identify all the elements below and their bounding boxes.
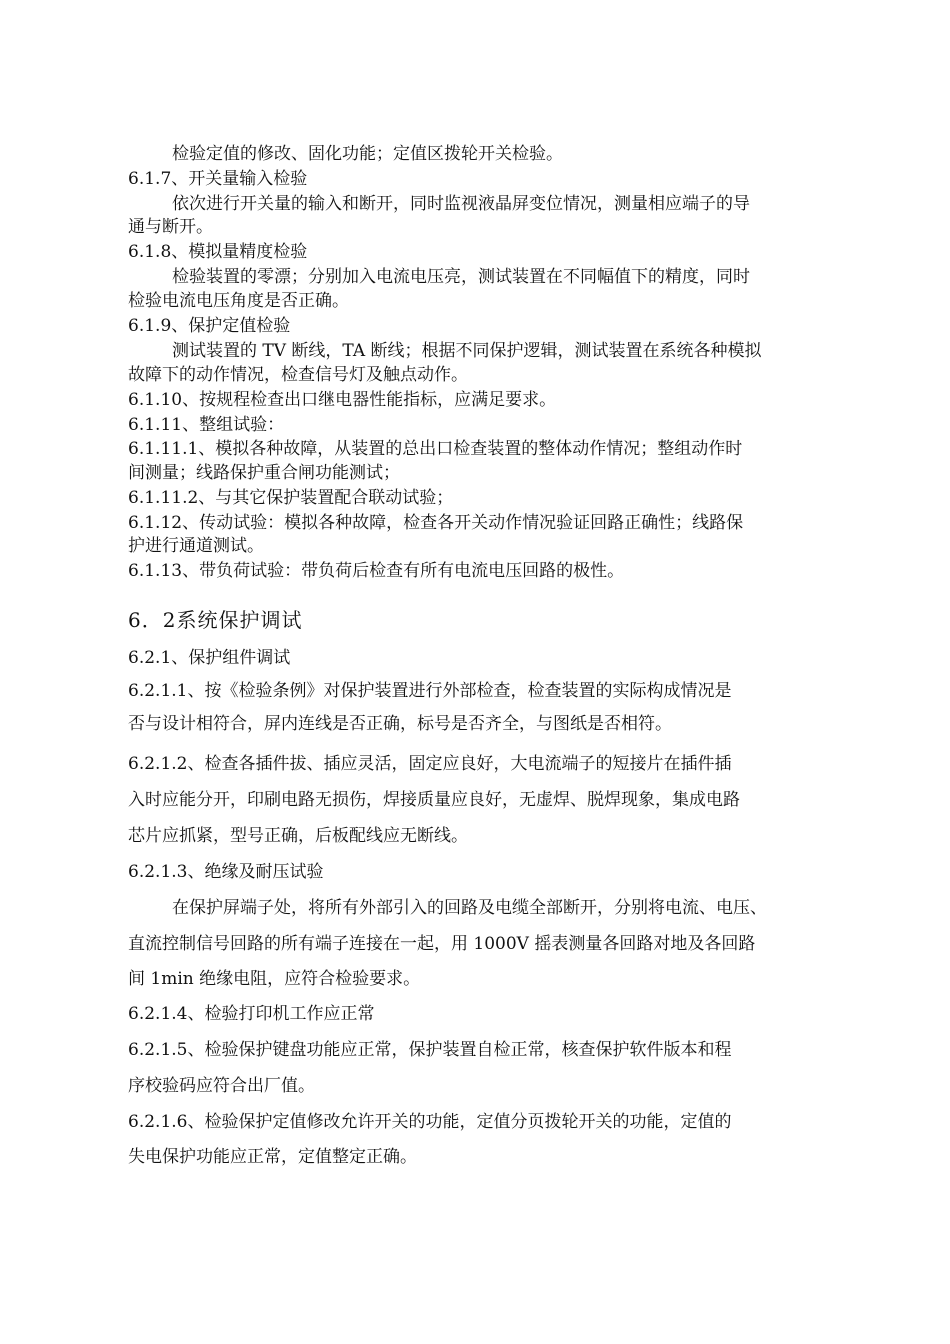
- section-heading-6-1-11: 6.1.11、整组试验：: [128, 415, 285, 435]
- paragraph-line: 检验电流电压角度是否正确。: [128, 291, 349, 311]
- paragraph-line: 间测量；线路保护重合闸功能测试；: [128, 463, 400, 483]
- paragraph-line: 直流控制信号回路的所有端子连接在一起，用 1000V 摇表测量各回路对地及各回路: [128, 934, 756, 954]
- paragraph-line: 检验定值的修改、固化功能；定值区拨轮开关检验。: [172, 144, 563, 164]
- section-heading-6-1-8: 6.1.8、模拟量精度检验: [128, 242, 308, 262]
- paragraph-line: 护进行通道测试。: [128, 536, 264, 556]
- paragraph-line: 6.2.1.4、检验打印机工作应正常: [128, 1004, 375, 1024]
- paragraph-line: 6.1.10、按规程检查出口继电器性能指标，应满足要求。: [128, 390, 557, 410]
- paragraph-line: 序校验码应符合出厂值。: [128, 1076, 315, 1096]
- paragraph-line: 6.2.1.1、按《检验条例》对保护装置进行外部检查，检查装置的实际构成情况是: [128, 681, 732, 701]
- paragraph-line: 6.1.11.2、与其它保护装置配合联动试验；: [128, 488, 454, 508]
- paragraph-line: 间 1min 绝缘电阻，应符合检验要求。: [128, 969, 421, 989]
- paragraph-line: 故障下的动作情况，检查信号灯及触点动作。: [128, 365, 468, 385]
- paragraph-line: 6.1.11.1、模拟各种故障，从装置的总出口检查装置的整体动作情况；整组动作时: [128, 439, 743, 459]
- paragraph-line: 失电保护功能应正常，定值整定正确。: [128, 1147, 417, 1167]
- paragraph-line: 入时应能分开，印刷电路无损伤，焊接质量应良好，无虚焊、脱焊现象，集成电路: [128, 790, 740, 810]
- paragraph-line: 6.1.12、传动试验：模拟各种故障，检查各开关动作情况验证回路正确性；线路保: [128, 513, 744, 533]
- paragraph-line: 测试装置的 TV 断线，TA 断线；根据不同保护逻辑，测试装置在系统各种模拟: [172, 341, 762, 361]
- section-heading-6-1-7: 6.1.7、开关量输入检验: [128, 169, 308, 189]
- paragraph-line: 否与设计相符合，屏内连线是否正确，标号是否齐全，与图纸是否相符。: [128, 714, 672, 734]
- paragraph-line: 通与断开。: [128, 217, 213, 237]
- paragraph-line: 在保护屏端子处，将所有外部引入的回路及电缆全部断开，分别将电流、电压、: [172, 898, 767, 918]
- paragraph-line: 6.2.1.2、检查各插件拔、插应灵活，固定应良好，大电流端子的短接片在插件插: [128, 754, 732, 774]
- section-heading-6-2-1: 6.2.1、保护组件调试: [128, 648, 291, 668]
- paragraph-line: 检验装置的零漂；分别加入电流电压亮，测试装置在不同幅值下的精度，同时: [172, 267, 750, 287]
- section-heading-6-2: 6．2系统保护调试: [128, 608, 303, 632]
- paragraph-line: 6.1.13、带负荷试验：带负荷后检查有所有电流电压回路的极性。: [128, 561, 625, 581]
- paragraph-line: 芯片应抓紧，型号正确，后板配线应无断线。: [128, 826, 468, 846]
- paragraph-line: 依次进行开关量的输入和断开，同时监视液晶屏变位情况，测量相应端子的导: [172, 194, 750, 214]
- section-heading-6-1-9: 6.1.9、保护定值检验: [128, 316, 291, 336]
- paragraph-line: 6.2.1.5、检验保护键盘功能应正常，保护装置自检正常，核查保护软件版本和程: [128, 1040, 732, 1060]
- section-heading-6-2-1-3: 6.2.1.3、绝缘及耐压试验: [128, 862, 324, 882]
- paragraph-line: 6.2.1.6、检验保护定值修改允许开关的功能，定值分页拨轮开关的功能，定值的: [128, 1112, 732, 1132]
